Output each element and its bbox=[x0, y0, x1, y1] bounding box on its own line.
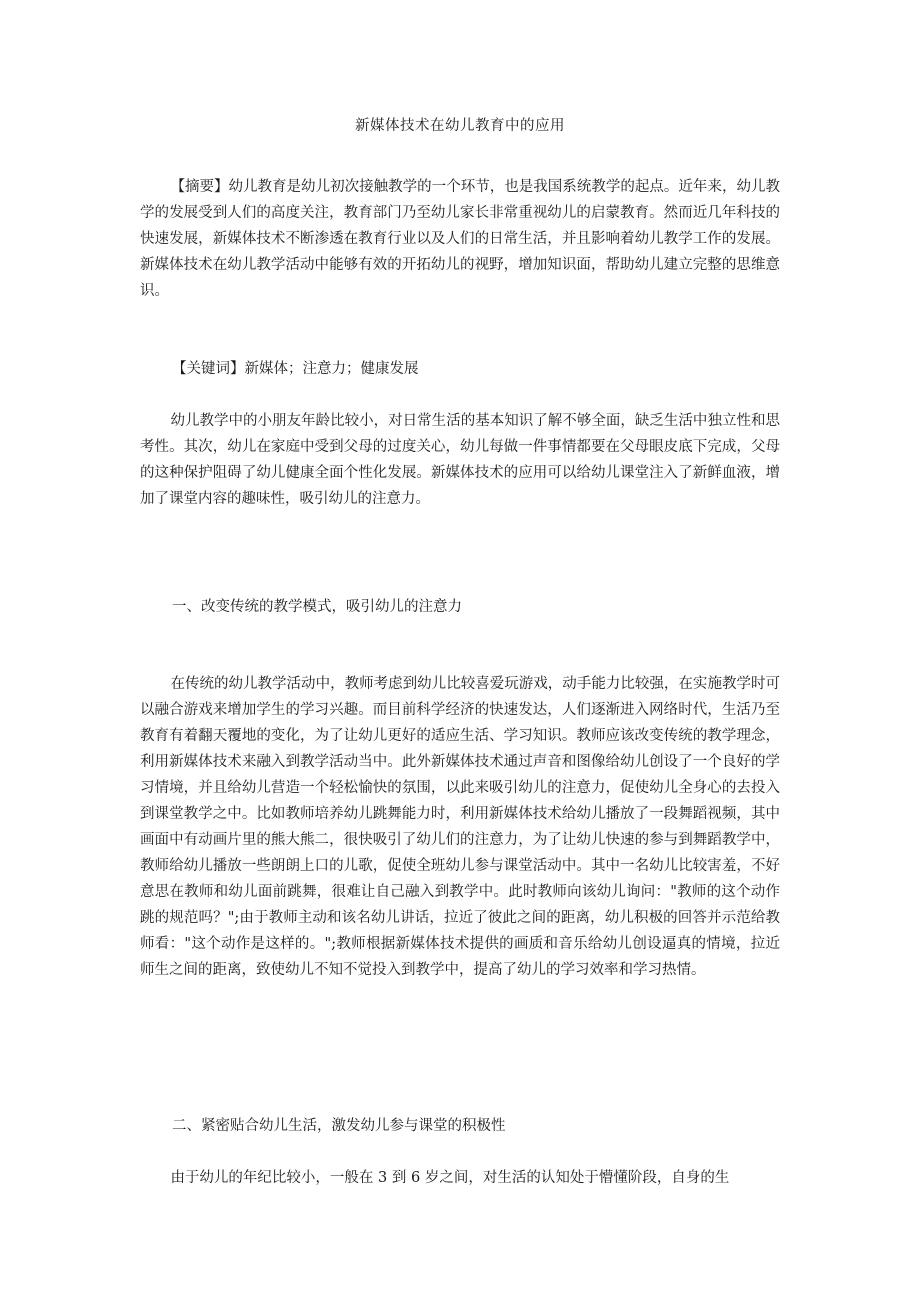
section-1-heading: 一、改变传统的教学模式，吸引幼儿的注意力 bbox=[172, 599, 462, 615]
section-1-paragraph: 在传统的幼儿教学活动中，教师考虑到幼儿比较喜爱玩游戏，动手能力比较强，在实施教学时可以融合游戏来增加学生的学习兴趣。而目前科学经济的快速发达，人们逐渐进入网络时代，生活乃至教育有着翻天覆地的变化，为了让幼儿更好的适应生活、学习知识。教师应该改变传统的教学理念，利用新媒体技术来融入到教学活动当中。此外新媒体技术通过声音和图像给幼儿创设了一个良好的学习情境，并且给幼儿营造一个轻松愉快的氛围，以此来吸引幼儿的注意力，促使幼儿全身心的去投入到课堂教学之中。比如教师培养幼儿跳舞能力时，利用新媒体技术给幼儿播放了一段舞蹈视频，其中画面中有动画片里的熊大熊二，很快吸引了幼儿们的注意力，为了让幼儿快速的参与到舞蹈教学中，教师给幼儿播放一些朗朗上口的儿歌，促使全班幼儿参与课堂活动中。其中一名幼儿比较害羞，不好意思在教师和幼儿面前跳舞，很难让自己融入到教学中。此时教师向该幼儿询问："教师的这个动作跳的规范吗？";由于教师主动和该名幼儿讲话，拉近了彼此之间的距离，幼儿积极的回答并示范给教师看："这个动作是这样的。";教师根据新媒体技术提供的画质和音乐给幼儿创设逼真的情境，拉近师生之间的距离，致使幼儿不知不觉投入到教学中，提高了幼儿的学习效率和学习热情。 bbox=[140, 676, 780, 978]
section-2-heading: 二、紧密贴合幼儿生活，激发幼儿参与课堂的积极性 bbox=[172, 1118, 506, 1134]
document-title: 新媒体技术在幼儿教育中的应用 bbox=[355, 118, 565, 134]
section-2-paragraph: 由于幼儿的年纪比较小，一般在 3 到 6 岁之间，对生活的认知处于懵懂阶段，自身的生 bbox=[170, 1170, 730, 1186]
keywords-line: 【关键词】新媒体；注意力；健康发展 bbox=[172, 361, 419, 377]
intro-paragraph: 幼儿教学中的小朋友年龄比较小，对日常生活的基本知识了解不够全面，缺乏生活中独立性和思考性。其次，幼儿在家庭中受到父母的过度关心，幼儿每做一件事情都要在父母眼皮底下完成，父母的这种保护阻碍了幼儿健康全面个性化发展。新媒体技术的应用可以给幼儿课堂注入了新鲜血液，增加了课堂内容的趣味性，吸引幼儿的注意力。 bbox=[140, 413, 780, 507]
abstract-paragraph: 【摘要】幼儿教育是幼儿初次接触教学的一个环节，也是我国系统教学的起点。近年来，幼儿教学的发展受到人们的高度关注，教育部门乃至幼儿家长非常重视幼儿的启蒙教育。然而近几年科技的快速发展，新媒体技术不断渗透在教育行业以及人们的日常生活，并且影响着幼儿教学工作的发展。新媒体技术在幼儿教学活动中能够有效的开拓幼儿的视野，增加知识面，帮助幼儿建立完整的思维意识。 bbox=[140, 179, 780, 299]
